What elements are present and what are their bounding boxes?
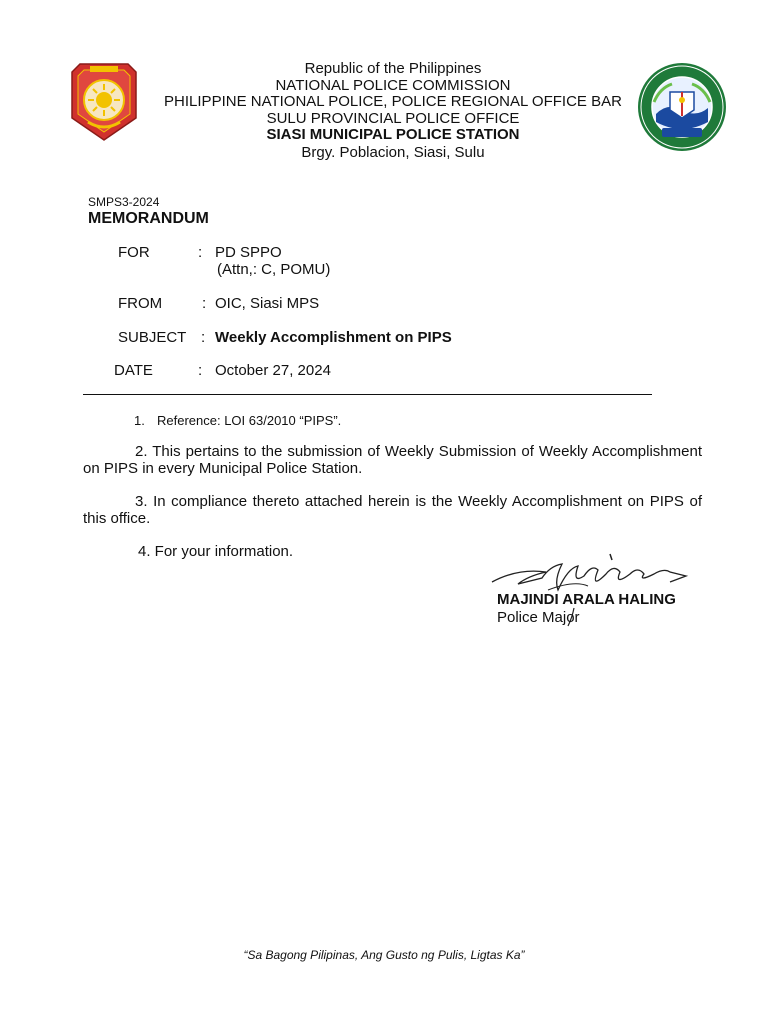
subject-label: SUBJECT: [118, 329, 187, 346]
pnp-badge-icon: [70, 60, 138, 142]
for-value: PD SPPO: [215, 244, 282, 261]
date-label: DATE: [114, 362, 153, 379]
signatory-name: MAJINDI ARALA HALING: [497, 591, 676, 608]
letterhead-napolcom: NATIONAL POLICE COMMISSION: [275, 76, 511, 94]
reference-number: SMPS3-2024: [88, 195, 160, 209]
for-attn: (Attn,: C, POMU): [217, 261, 331, 278]
memo-title: MEMORANDUM: [88, 210, 209, 227]
letterhead-provincial: SULU PROVINCIAL POLICE OFFICE: [266, 109, 520, 127]
from-value: OIC, Siasi MPS: [215, 295, 320, 312]
letterhead-address: Brgy. Poblacion, Siasi, Sulu: [301, 143, 485, 161]
paragraph-4: 4. For your information.: [138, 543, 294, 560]
siasi-police-seal-icon: [634, 62, 730, 152]
letterhead-station: SIASI MUNICIPAL POLICE STATION: [266, 126, 520, 143]
subject-value: Weekly Accomplishment on PIPS: [215, 329, 452, 346]
header-divider: [83, 394, 652, 395]
paragraph-1-number: 1.: [134, 413, 145, 428]
signatory-rank: Police Major: [497, 609, 580, 626]
from-label: FROM: [118, 295, 163, 312]
subject-colon: :: [201, 329, 206, 346]
paragraph-3: 3. In compliance thereto attached herein is the Weekly Accomplishment on PIPS of this office.: [83, 493, 702, 527]
date-value: October 27, 2024: [215, 362, 331, 379]
letterhead-pnp: PHILIPPINE NATIONAL POLICE, POLICE REGIONAL OFFICE BAR: [164, 93, 622, 110]
letterhead-republic: Republic of the Philippines: [304, 60, 482, 77]
paragraph-2: 2. This pertains to the submission of Weekly Submission of Weekly Accomplishment on PIPS in every Municipal Police Station.: [83, 443, 702, 477]
from-colon: :: [202, 295, 207, 312]
for-label: FOR: [118, 244, 150, 261]
paragraph-1: Reference: LOI 63/2010 “PIPS”.: [157, 413, 342, 428]
footer-motto: “Sa Bagong Pilipinas, Ang Gusto ng Pulis, Ligtas Ka”: [243, 948, 525, 962]
for-colon: :: [198, 244, 203, 261]
date-colon: :: [198, 362, 203, 379]
